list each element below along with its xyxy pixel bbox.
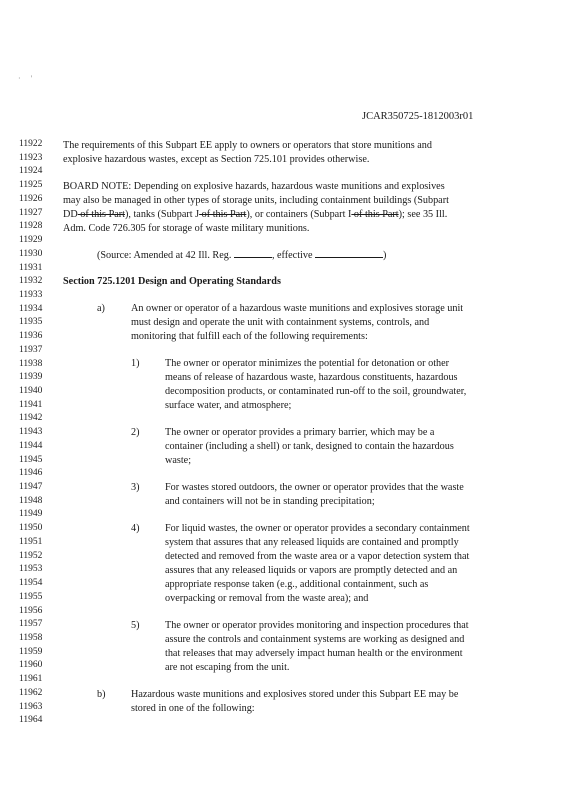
subsection-b-label: b) (97, 689, 106, 700)
item-3-label: 3) (131, 482, 140, 493)
subsection-a-line-3: monitoring that fulfill each of the following requirements: (131, 331, 368, 342)
line-number: 11924 (19, 166, 43, 177)
item-4-line: detected and removed from the waste area or a vapor detection system that (165, 551, 470, 562)
board-note-line-3 (63, 208, 447, 222)
item-5-line: assure the controls and containment systems are working as designed and (165, 634, 465, 645)
item-1-line: decomposition products, or contaminated run-off to the soil, groundwater, (165, 386, 467, 397)
line-number: 11927 (19, 207, 43, 218)
line-number: 11962 (19, 687, 43, 698)
note-text: ), tanks (Subpart J (124, 209, 200, 220)
item-5-label: 5) (131, 620, 140, 631)
line-number: 11928 (19, 221, 43, 232)
line-number: 11957 (19, 619, 43, 630)
blank-line (315, 248, 383, 258)
line-number: 11938 (19, 358, 43, 369)
blank-line (234, 248, 272, 258)
item-1-line: surface water, and atmosphere; (165, 400, 292, 411)
subsection-b-line-1: Hazardous waste munitions and explosives stored under this Subpart EE may be (131, 689, 459, 700)
para1-line-1: The requirements of this Subpart EE apply to owners or operators that store munitions and (63, 140, 432, 151)
line-number: 11931 (19, 262, 43, 273)
line-number: 11960 (19, 660, 43, 671)
item-1-label: 1) (131, 358, 140, 369)
document-id: JCAR350725-1812003r01 (362, 111, 474, 122)
note-text: ), or containers (Subpart I (246, 209, 352, 220)
line-number: 11935 (19, 317, 43, 328)
scan-artifact: · ' (18, 74, 33, 83)
item-5-line: are not escaping from the unit. (165, 662, 290, 673)
struck-text: of this Part (77, 209, 125, 220)
struck-text: of this Part (199, 209, 247, 220)
line-number: 11946 (19, 468, 43, 479)
line-number: 11947 (19, 482, 43, 492)
line-number: 11923 (19, 152, 43, 163)
line-number: 11929 (19, 235, 43, 245)
item-1-line: The owner or operator minimizes the potential for detonation or other (165, 358, 450, 369)
line-number: 11934 (19, 303, 43, 314)
line-number: 11950 (19, 523, 43, 534)
line-number: 11933 (19, 289, 43, 300)
note-text: ); see 35 Ill. (398, 209, 448, 220)
board-note-line-2: may also be managed in other types of storage units, including containment buildings (Subpart (63, 195, 449, 206)
subsection-a-label: a) (97, 303, 105, 314)
source-text: (Source: Amended at 42 Ill. Reg. (97, 250, 234, 261)
item-4-line: system that assures that any released liquids are contained and promptly (165, 537, 459, 548)
para1-line-2: explosive hazardous wastes, except as Section 725.101 provides otherwise. (63, 154, 370, 165)
section-heading: Section 725.1201 Design and Operating Standards (63, 276, 281, 287)
subsection-b-line-2: stored in one of the following: (131, 703, 255, 714)
line-number: 11951 (19, 536, 43, 547)
board-note-line-4: Adm. Code 726.305 for storage of waste military munitions. (63, 223, 310, 234)
line-number: 11937 (19, 344, 43, 355)
item-3-line: For wastes stored outdoors, the owner or operator provides that the waste (165, 482, 464, 493)
line-number: 11922 (19, 139, 43, 149)
source-text: ) (383, 250, 387, 261)
board-note-line-1: BOARD NOTE: Depending on explosive hazards, hazardous waste munitions and explosives (63, 181, 445, 192)
item-2-line: waste; (165, 455, 192, 466)
subsection-a-line-1: An owner or operator of a hazardous waste munitions and explosives storage unit (131, 303, 464, 314)
struck-text: of this Part (351, 209, 399, 220)
line-number: 11932 (19, 276, 43, 287)
item-1-line: means of release of hazardous waste, hazardous constituents, hazardous (165, 372, 458, 383)
line-number: 11926 (19, 193, 43, 204)
item-4-line: overpacking or removal from the waste area); and (165, 593, 369, 604)
line-number: 11939 (19, 372, 43, 383)
line-number: 11943 (19, 427, 43, 438)
line-number: 11963 (19, 701, 43, 712)
line-number: 11942 (19, 413, 43, 424)
line-number: 11925 (19, 180, 43, 191)
line-number: 11955 (19, 591, 43, 602)
line-number: 11961 (19, 674, 43, 685)
note-text: DD (63, 209, 78, 220)
item-2-label: 2) (131, 427, 140, 438)
item-5-line: that releases that may adversely impact human health or the environment (165, 648, 463, 659)
line-number: 11941 (19, 399, 43, 410)
line-number: 11948 (19, 495, 43, 506)
line-number: 11959 (19, 646, 43, 657)
line-number: 11964 (19, 715, 43, 726)
line-number: 11944 (19, 440, 43, 451)
item-4-line: For liquid wastes, the owner or operator provides a secondary containment (165, 523, 470, 534)
item-5-line: The owner or operator provides monitoring and inspection procedures that (165, 620, 469, 631)
subsection-a-line-2: must design and operate the unit with containment systems, controls, and (131, 317, 430, 328)
line-number: 11954 (19, 578, 43, 588)
source-text: , effective (271, 250, 316, 261)
line-number: 11956 (19, 605, 43, 616)
line-number: 11930 (19, 248, 43, 259)
line-number: 11949 (19, 509, 43, 520)
item-4-label: 4) (131, 523, 140, 534)
line-number: 11952 (19, 550, 43, 561)
line-number: 11945 (19, 454, 43, 465)
line-number: 11953 (19, 564, 43, 575)
item-4-line: assures that any released liquids or vapors are promptly detected and an (165, 565, 458, 576)
item-3-line: and containers will not be in standing precipitation; (165, 496, 375, 507)
line-number: 11940 (19, 386, 43, 396)
item-2-line: container (including a shell) or tank, designed to contain the hazardous (165, 441, 454, 452)
line-number: 11958 (19, 632, 43, 643)
item-2-line: The owner or operator provides a primary barrier, which may be a (165, 427, 435, 438)
source-line (97, 248, 386, 263)
item-4-line: appropriate response taken (e.g., additional containment, such as (165, 579, 429, 590)
line-number: 11936 (19, 331, 43, 342)
